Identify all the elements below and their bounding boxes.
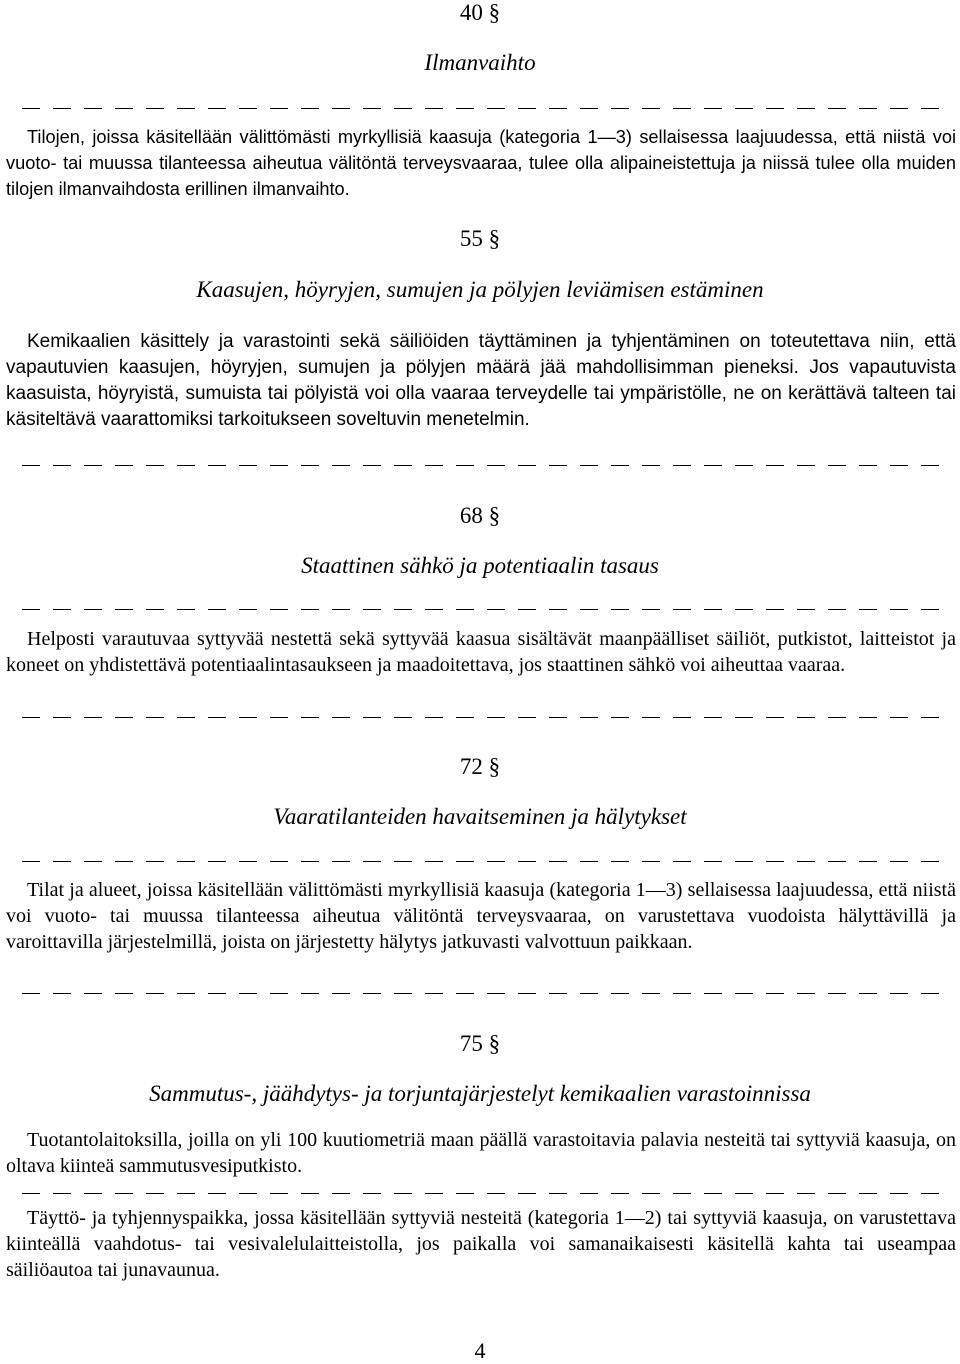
separator-dash [53,717,71,718]
separator-dash [518,861,536,862]
section-75-title: Sammutus-, jäähdytys- ja torjuntajärjestelyt kemikaalien varastoinnissa [149,1081,811,1106]
separator-dash [549,465,567,466]
separator-dash [456,993,474,994]
separator-dash [859,108,877,109]
separator-dash [332,717,350,718]
separator-dash [301,717,319,718]
section-72-title: Vaaratilanteiden havaitseminen ja hälytykset [273,804,687,829]
separator-dash [518,993,536,994]
separator-dash [332,861,350,862]
separator-dash [642,108,660,109]
separator-dash [859,861,877,862]
paragraph-68: Helposti varautuvaa syttyvää nestettä sekä syttyvää kaasua sisältävät maanpäälliset säiliöt, putkistot, laitteistot ja koneet on yhdistettävä potentiaalintasaukseen ja maadoitettava, jos staattinen sähkö voi aiheuttaa vaaraa. [6,628,956,676]
separator-dash [797,993,815,994]
separator-dash [425,609,443,610]
separator-dash [84,609,102,610]
separator-dash [208,465,226,466]
section-72-heading: 72 § [459,754,501,779]
separator-dash [177,108,195,109]
separator-dash [704,993,722,994]
separator-dash [115,993,133,994]
separator-dash [611,108,629,109]
separator-dash [146,861,164,862]
separator-dash [53,861,71,862]
separator-dash [518,465,536,466]
separator-dashed [22,993,952,995]
separator-dash [673,108,691,109]
separator-dash [487,1193,505,1194]
separator-dash [301,609,319,610]
separator-dash [115,861,133,862]
separator-dash [177,717,195,718]
separator-dash [456,861,474,862]
separator-dash [611,1193,629,1194]
separator-dash [828,993,846,994]
separator-dash [84,108,102,109]
separator-dash [22,717,40,718]
separator-dash [22,1193,40,1194]
separator-dash [766,465,784,466]
separator-dash [766,717,784,718]
separator-dash [22,465,40,466]
separator-dash [270,1193,288,1194]
separator-dash [146,465,164,466]
separator-dash [84,993,102,994]
separator-dash [797,609,815,610]
separator-dash [208,108,226,109]
paragraph-75-b: Täyttö- ja tyhjennyspaikka, jossa käsitellään syttyviä nesteitä (kategoria 1—2) tai syttyviä kaasuja, on varustettava kiinteällä vaahdotus- tai vesivalelulaitteistolla, jos paikalla voi samanaikaisesti käsitellä kahta tai useampaa säiliöautoa tai junavaunua. [6,1207,956,1281]
separator-dash [735,1193,753,1194]
separator-dash [177,993,195,994]
separator-dash [580,717,598,718]
separator-dash [611,609,629,610]
separator-dash [487,609,505,610]
separator-dash [828,609,846,610]
separator-dash [642,717,660,718]
separator-dash [115,108,133,109]
separator-dash [673,609,691,610]
separator-dash [22,108,40,109]
separator-dash [642,993,660,994]
separator-dash [611,993,629,994]
separator-dash [735,861,753,862]
separator-dash [146,609,164,610]
separator-dash [239,609,257,610]
separator-dash [890,993,908,994]
section-75-heading: 75 § [459,1031,501,1056]
separator-dash [673,1193,691,1194]
separator-dash [177,861,195,862]
separator-dash [456,609,474,610]
separator-dash [425,1193,443,1194]
separator-dash [797,1193,815,1194]
separator-dash [580,609,598,610]
separator-dash [611,717,629,718]
separator-dash [270,717,288,718]
separator-dash [394,108,412,109]
separator-dash [766,108,784,109]
separator-dash [549,108,567,109]
section-40-title: Ilmanvaihto [424,50,536,75]
separator-dash [146,993,164,994]
section-55-title: Kaasujen, höyryjen, sumujen ja pölyjen leviämisen estäminen [196,277,764,302]
separator-dash [270,993,288,994]
separator-dash [735,993,753,994]
separator-dash [921,108,939,109]
separator-dash [673,717,691,718]
paragraph-ilmanvaihto: Tilojen, joissa käsitellään välittömästi myrkyllisiä kaasuja (kategoria 1—3) sellaisessa laajuudessa, että niistä voi vuoto- tai muussa tilanteessa aiheutua välitöntä terveysvaaraa, tulee olla alipaineistettuja ja niissä tulee olla muiden tilojen ilmanvaihdosta erillinen ilmanvaihto. [6,127,956,199]
separator-dash [921,465,939,466]
separator-dash [518,108,536,109]
separator-dash [22,609,40,610]
separator-dash [394,609,412,610]
separator-dash [425,993,443,994]
separator-dash [642,465,660,466]
separator-dash [208,993,226,994]
separator-dash [332,108,350,109]
separator-dash [239,717,257,718]
separator-dash [239,108,257,109]
separator-dash [921,717,939,718]
separator-dash [53,609,71,610]
separator-dash [859,609,877,610]
separator-dash [890,108,908,109]
separator-dash [115,717,133,718]
separator-dash [580,108,598,109]
separator-dash [301,465,319,466]
separator-dash [53,108,71,109]
paragraph-72: Tilat ja alueet, joissa käsitellään välittömästi myrkyllisiä kaasuja (kategoria 1—3) sellaisessa laajuudessa, että niistä voi vuoto- tai muussa tilanteessa aiheutua välitöntä terveysvaaraa, on varustettava vuodoista hälyttävillä ja varoittavilla järjestelmillä, joista on järjestetty hälytys jatkuvasti valvottuun paikkaan. [6,879,956,953]
separator-dash [518,609,536,610]
separator-dash [146,717,164,718]
separator-dash [270,861,288,862]
separator-dash [735,465,753,466]
separator-dash [580,993,598,994]
section-68-title: Staattinen sähkö ja potentiaalin tasaus [301,553,659,578]
separator-dash [828,861,846,862]
separator-dash [301,1193,319,1194]
separator-dash [208,609,226,610]
separator-dash [766,861,784,862]
separator-dash [797,108,815,109]
separator-dash [394,717,412,718]
separator-dash [177,465,195,466]
separator-dash [828,108,846,109]
separator-dash [22,993,40,994]
separator-dash [332,993,350,994]
separator-dash [828,717,846,718]
separator-dash [797,861,815,862]
separator-dash [22,861,40,862]
separator-dash [363,609,381,610]
separator-dash [53,465,71,466]
separator-dashed [22,717,952,719]
separator-dash [394,861,412,862]
separator-dash [921,609,939,610]
separator-dash [332,1193,350,1194]
separator-dashed [22,108,952,110]
separator-dashed [22,609,952,611]
paragraph-55: Kemikaalien käsittely ja varastointi sekä säiliöiden täyttäminen ja tyhjentäminen on toteutettava niin, että vapautuvien kaasujen, höyryjen, sumujen ja pölyjen määrä jää mahdollisimman pieneksi. Jos vapautuvista kaasuista, höyryistä, sumuista tai pölyistä voi olla vaaraa terveydelle tai ympäristölle, ne on kerättävä talteen tai käsiteltävä vaarattomiksi tarkoitukseen soveltuvin menetelmin. [6,331,956,430]
separator-dash [363,1193,381,1194]
separator-dash [642,861,660,862]
separator-dash [363,717,381,718]
separator-dash [890,465,908,466]
separator-dash [115,1193,133,1194]
separator-dash [921,1193,939,1194]
separator-dash [394,993,412,994]
separator-dash [301,108,319,109]
separator-dash [84,1193,102,1194]
separator-dashed [22,1193,952,1195]
separator-dash [611,465,629,466]
separator-dash [115,609,133,610]
separator-dash [425,108,443,109]
separator-dash [673,993,691,994]
separator-dashed [22,861,952,863]
separator-dash [115,465,133,466]
separator-dash [549,609,567,610]
separator-dash [270,609,288,610]
separator-dash [332,609,350,610]
separator-dash [239,861,257,862]
separator-dash [735,609,753,610]
separator-dash [301,993,319,994]
separator-dash [704,861,722,862]
separator-dash [859,1193,877,1194]
separator-dash [53,993,71,994]
separator-dash [456,717,474,718]
separator-dash [363,108,381,109]
separator-dash [363,861,381,862]
separator-dashed [22,465,952,467]
separator-dash [673,861,691,862]
separator-dash [766,609,784,610]
separator-dash [456,1193,474,1194]
separator-dash [704,465,722,466]
separator-dash [84,465,102,466]
separator-dash [177,609,195,610]
separator-dash [487,717,505,718]
separator-dash [456,465,474,466]
section-68-heading: 68 § [459,503,501,528]
separator-dash [704,609,722,610]
separator-dash [735,108,753,109]
separator-dash [859,717,877,718]
separator-dash [239,465,257,466]
separator-dash [332,465,350,466]
separator-dash [270,465,288,466]
separator-dash [797,717,815,718]
separator-dash [301,861,319,862]
separator-dash [487,108,505,109]
separator-dash [890,1193,908,1194]
separator-dash [177,1193,195,1194]
separator-dash [487,465,505,466]
separator-dash [549,861,567,862]
separator-dash [828,1193,846,1194]
separator-dash [828,465,846,466]
separator-dash [642,609,660,610]
separator-dash [208,861,226,862]
separator-dash [518,1193,536,1194]
separator-dash [890,861,908,862]
separator-dash [859,993,877,994]
separator-dash [611,861,629,862]
paragraph-75-a: Tuotantolaitoksilla, joilla on yli 100 kuutiometriä maan päällä varastoitavia palavia nesteitä tai syttyviä kaasuja, on oltava kiinteä sammutusvesiputkisto. [6,1129,956,1177]
separator-dash [580,1193,598,1194]
separator-dash [425,717,443,718]
section-40-heading: 40 § [459,0,501,25]
separator-dash [394,1193,412,1194]
separator-dash [239,993,257,994]
separator-dash [704,108,722,109]
separator-dash [425,465,443,466]
separator-dash [363,465,381,466]
separator-dash [208,717,226,718]
separator-dash [735,717,753,718]
separator-dash [53,1193,71,1194]
separator-dash [890,717,908,718]
separator-dash [146,1193,164,1194]
separator-dash [549,1193,567,1194]
separator-dash [859,465,877,466]
separator-dash [84,861,102,862]
separator-dash [84,717,102,718]
separator-dash [704,1193,722,1194]
separator-dash [363,993,381,994]
separator-dash [487,993,505,994]
separator-dash [487,861,505,862]
separator-dash [208,1193,226,1194]
separator-dash [921,861,939,862]
separator-dash [270,108,288,109]
separator-dash [890,609,908,610]
separator-dash [580,861,598,862]
separator-dash [673,465,691,466]
separator-dash [549,993,567,994]
page-number: 4 [474,1338,486,1363]
separator-dash [921,993,939,994]
separator-dash [766,993,784,994]
separator-dash [704,717,722,718]
separator-dash [239,1193,257,1194]
separator-dash [766,1193,784,1194]
separator-dash [518,717,536,718]
separator-dash [146,108,164,109]
separator-dash [580,465,598,466]
separator-dash [425,861,443,862]
separator-dash [642,1193,660,1194]
separator-dash [797,465,815,466]
separator-dash [456,108,474,109]
section-55-heading: 55 § [459,226,501,251]
separator-dash [394,465,412,466]
separator-dash [549,717,567,718]
